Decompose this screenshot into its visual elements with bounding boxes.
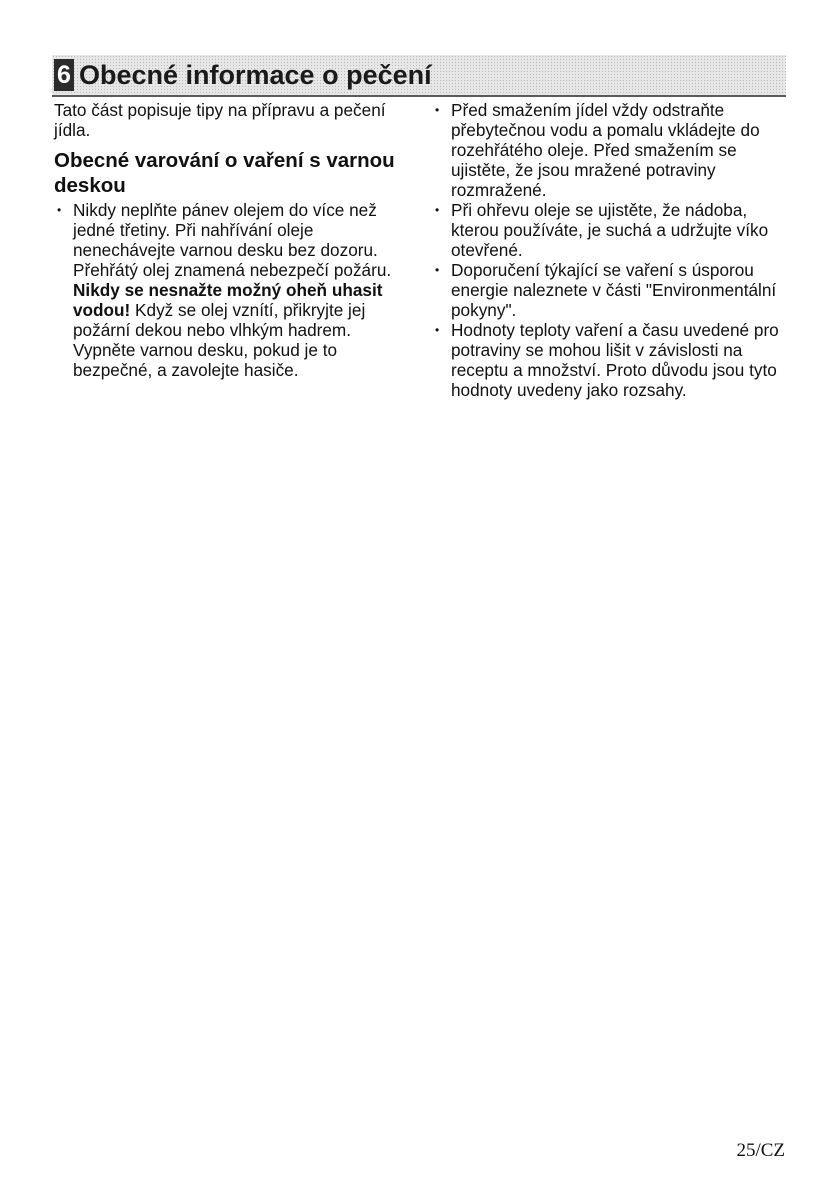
warning-text-2: Když se olej vznítí, přikryjte jej požární dekou nebo vlhkým hadrem. Vypněte varnou desku, pokud je to bezpečné, a zavolejte hasiče. <box>73 300 366 380</box>
bullet-icon: • <box>57 203 62 217</box>
warning-text-1: Nikdy neplňte pánev olejem do více než jedné třetiny. Při nahřívání oleje nenechávejte varnou desku bez dozoru. Přehřátý olej znamená nebezpečí požáru. <box>73 200 392 280</box>
chapter-header <box>52 55 786 97</box>
list-item <box>54 200 409 380</box>
tip-text: Doporučení týkající se vaření s úsporou energie naleznete v části "Environmentální pokyny". <box>451 260 777 320</box>
list-item <box>432 200 788 260</box>
bullet-icon: • <box>435 263 440 277</box>
bullet-icon: • <box>435 323 440 337</box>
warning-bold-text: Nikdy se nesnažte možný oheň uhasit vodou! <box>73 280 383 320</box>
tip-text: Před smažením jídel vždy odstraňte přebytečnou vodu a pomalu vkládejte do rozehřátého oleje. Před smažením se ujistěte, že jsou mražené potraviny rozmražené. <box>451 100 760 200</box>
list-item <box>432 100 788 200</box>
chapter-number-badge: 6 <box>54 59 74 91</box>
left-column <box>54 100 409 380</box>
tip-text: Při ohřevu oleje se ujistěte, že nádoba, kterou používáte, je suchá a udržujte víko otevřené. <box>451 200 769 260</box>
list-item <box>432 320 788 400</box>
bullet-icon: • <box>435 103 440 117</box>
intro-paragraph: Tato část popisuje tipy na přípravu a pečení jídla. <box>54 100 386 140</box>
section-subheading: Obecné varování o vaření s varnou deskou <box>54 149 395 197</box>
tip-text: Hodnoty teploty vaření a času uvedené pro potraviny se mohou lišit v závislosti na receptu a množství. Proto důvodu jsou tyto hodnoty uvedeny jako rozsahy. <box>451 320 779 400</box>
list-item <box>432 260 788 320</box>
warning-list <box>54 200 409 380</box>
page-number: 25/CZ <box>736 1140 785 1161</box>
tips-list <box>432 100 788 400</box>
right-column <box>432 100 788 400</box>
bullet-icon: • <box>435 203 440 217</box>
chapter-title: Obecné informace o pečení <box>79 60 432 90</box>
